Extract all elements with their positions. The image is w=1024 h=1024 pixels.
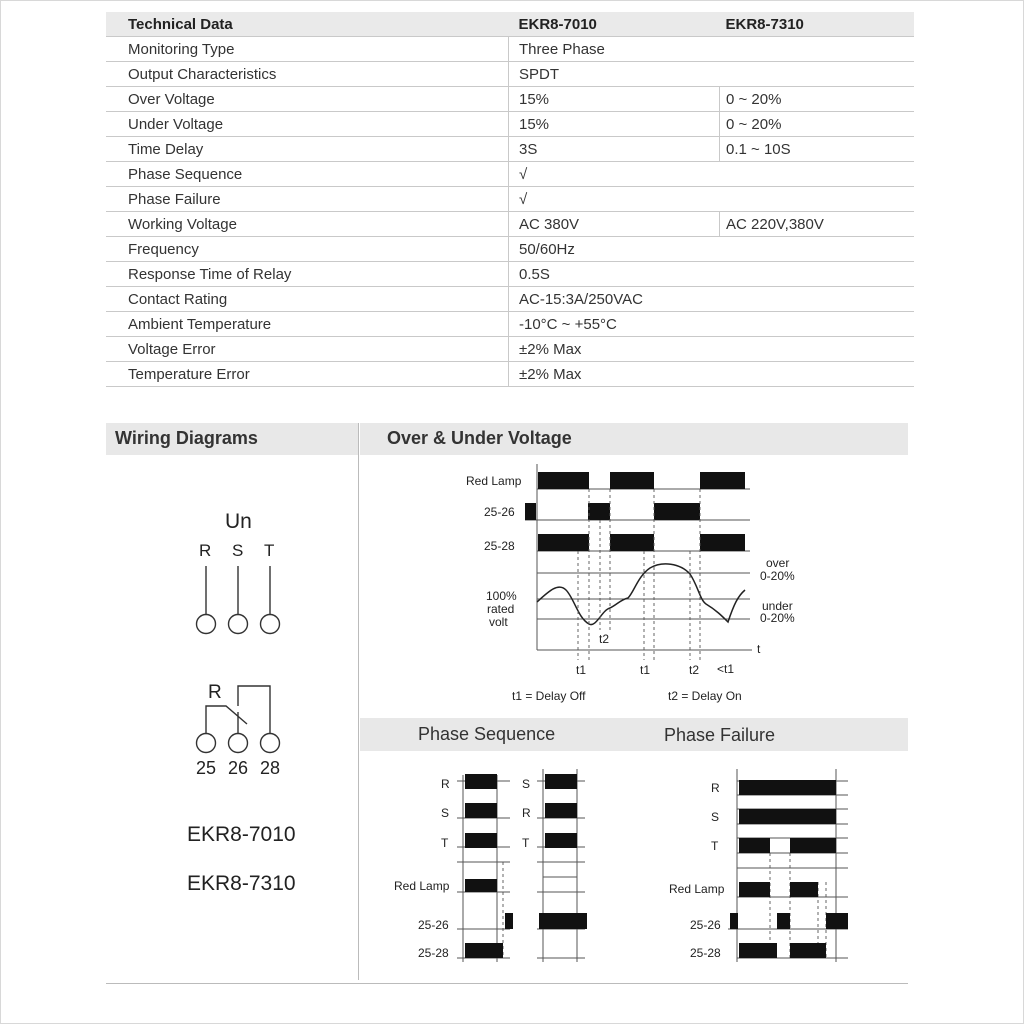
phase-sequence-title: Phase Sequence <box>418 724 556 744</box>
row-value-shared: 50/60Hz <box>509 237 915 262</box>
rated-100: 100% <box>486 589 517 603</box>
row-value-7010: 15% <box>509 87 720 112</box>
ou-row-red-lamp: Red Lamp <box>466 474 522 488</box>
model-ekr8-7310: EKR8-7310 <box>187 872 296 895</box>
model-ekr8-7010: EKR8-7010 <box>187 823 296 846</box>
mark-t2-b: t2 <box>689 663 700 677</box>
row-value-shared: 0.5S <box>509 262 915 287</box>
under-label: under <box>762 599 793 613</box>
row-value-shared: √ <box>509 162 915 187</box>
row-label: Ambient Temperature <box>106 312 509 337</box>
under-range: 0-20% <box>760 611 795 625</box>
ps-row-s-right: S <box>522 777 531 791</box>
over-under-title: Over & Under Voltage <box>387 428 572 448</box>
input-r-label: R <box>199 541 212 560</box>
terminal-25: 25 <box>196 758 217 778</box>
row-value-7310: AC 220V,380V <box>720 212 915 237</box>
legend-delay-off: t1 = Delay Off <box>512 689 586 703</box>
row-value-shared: -10°C ~ +55°C <box>509 312 915 337</box>
header-model-7010: EKR8-7010 <box>509 12 720 37</box>
row-label: Over Voltage <box>106 87 509 112</box>
mark-t1-a: t1 <box>576 663 587 677</box>
pf-row-t: T <box>711 839 719 853</box>
ou-row-25-28: 25-28 <box>484 539 515 553</box>
legend-delay-on: t2 = Delay On <box>668 689 742 703</box>
ps-row-t-left: T <box>441 836 449 850</box>
row-value-shared: SPDT <box>509 62 915 87</box>
row-value-7310: 0 ~ 20% <box>720 87 915 112</box>
ou-row-25-26: 25-26 <box>484 505 515 519</box>
ps-row-red-lamp: Red Lamp <box>394 879 450 893</box>
terminal-26: 26 <box>228 758 249 778</box>
row-label: Response Time of Relay <box>106 262 509 287</box>
ps-row-r-right: R <box>522 806 531 820</box>
relay-label: R <box>208 682 222 703</box>
ps-row-s-left: S <box>441 806 450 820</box>
row-label: Voltage Error <box>106 337 509 362</box>
rated-label: rated <box>487 602 515 616</box>
row-label: Working Voltage <box>106 212 509 237</box>
mark-t2-a: t2 <box>599 632 610 646</box>
ps-row-r-left: R <box>441 777 450 791</box>
row-label: Temperature Error <box>106 362 509 387</box>
un-label: Un <box>225 510 252 533</box>
terminal-28: 28 <box>260 758 281 778</box>
row-label: Phase Failure <box>106 187 509 212</box>
row-label: Output Characteristics <box>106 62 509 87</box>
over-label: over <box>766 556 790 570</box>
pf-row-25-28: 25-28 <box>690 946 721 960</box>
row-value-7010: 3S <box>509 137 720 162</box>
header-technical-data: Technical Data <box>106 12 509 37</box>
wiring-diagrams-title: Wiring Diagrams <box>115 428 258 448</box>
row-label: Frequency <box>106 237 509 262</box>
over-range: 0-20% <box>760 569 795 583</box>
row-label: Phase Sequence <box>106 162 509 187</box>
ps-row-t-right: T <box>522 836 530 850</box>
row-label: Time Delay <box>106 137 509 162</box>
row-value-7310: 0.1 ~ 10S <box>720 137 915 162</box>
pf-row-red-lamp: Red Lamp <box>669 882 725 896</box>
row-value-shared: Three Phase <box>509 37 915 62</box>
row-value-7010: AC 380V <box>509 212 720 237</box>
input-t-label: T <box>264 541 275 560</box>
ps-row-25-26: 25-26 <box>418 918 449 932</box>
row-value-shared: ±2% Max <box>509 362 915 387</box>
phase-failure-title: Phase Failure <box>664 725 776 745</box>
row-label: Contact Rating <box>106 287 509 312</box>
input-s-label: S <box>232 541 244 560</box>
mark-t1-b: t1 <box>640 663 651 677</box>
row-value-shared: AC-15:3A/250VAC <box>509 287 915 312</box>
header-model-7310: EKR8-7310 <box>720 12 915 37</box>
pf-row-25-26: 25-26 <box>690 918 721 932</box>
mark-lt-t1: <t1 <box>717 662 735 676</box>
row-value-shared: √ <box>509 187 915 212</box>
pf-row-s: S <box>711 810 720 824</box>
row-value-7310: 0 ~ 20% <box>720 112 915 137</box>
row-value-7010: 15% <box>509 112 720 137</box>
row-label: Monitoring Type <box>106 37 509 62</box>
row-value-shared: ±2% Max <box>509 337 915 362</box>
pf-row-r: R <box>711 781 720 795</box>
volt-label: volt <box>489 615 508 629</box>
ps-row-25-28: 25-28 <box>418 946 449 960</box>
t-axis-label: t <box>757 642 761 656</box>
row-label: Under Voltage <box>106 112 509 137</box>
